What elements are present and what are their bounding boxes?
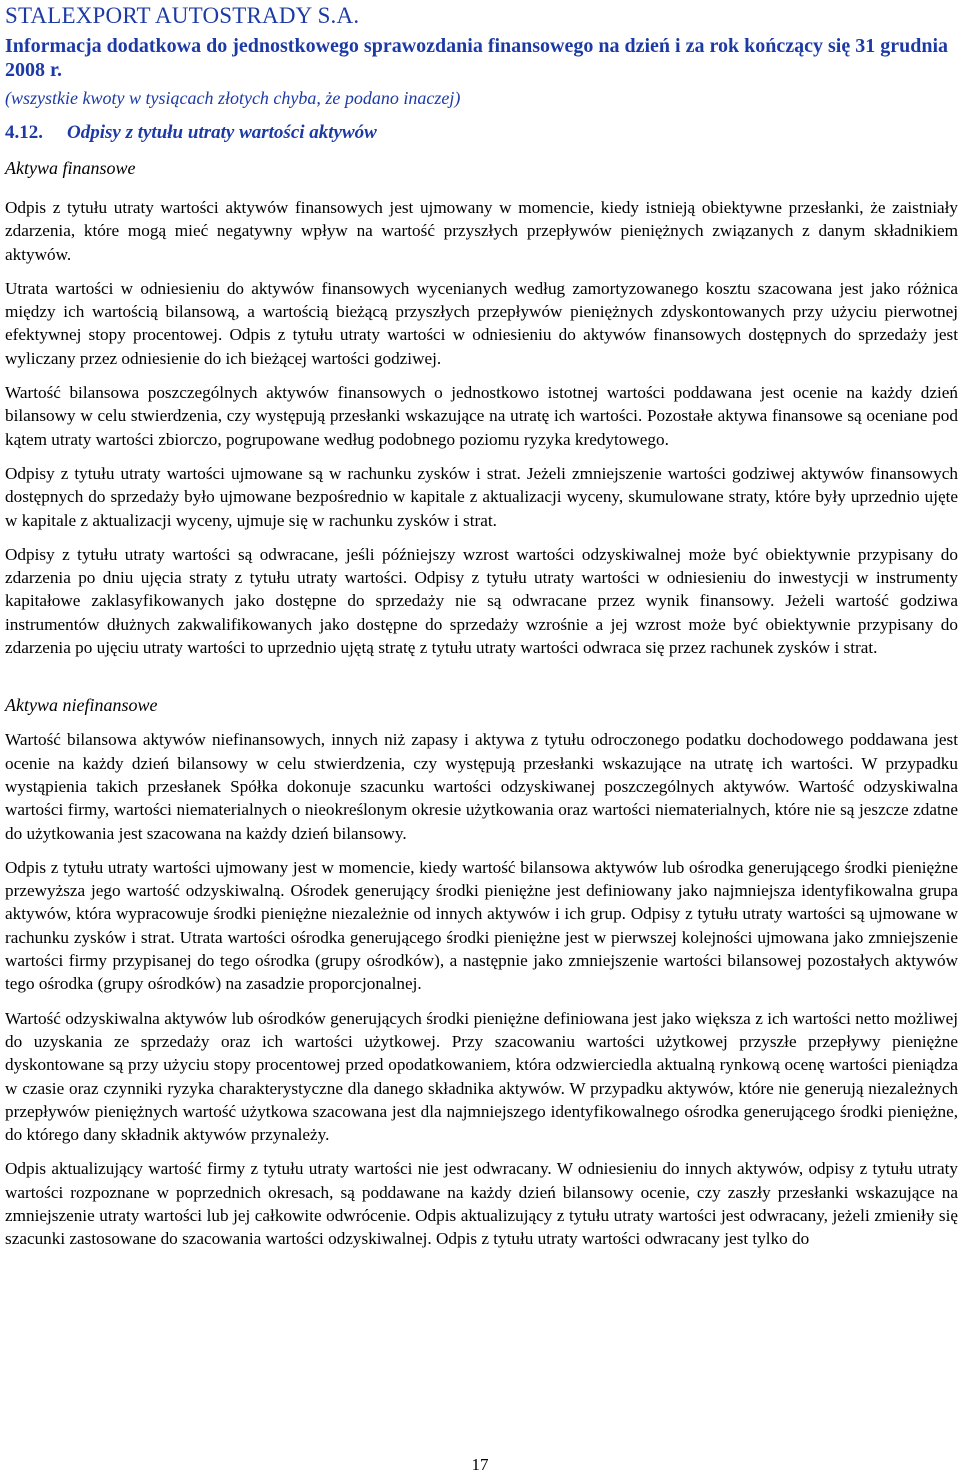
financial-paragraph-2: Utrata wartości w odniesieniu do aktywów finansowych wycenianych według zamortyzowanego kosztu szacowana jest jako różnica między ich wartością bilansową, a wartością bieżącą przyszłych przepływów pieniężnych zdyskontowanych przy użyciu pierwotnej efektywnej stopy procentowej. Odpis z tytułu utraty wartości w odniesieniu do aktywów finansowych dostępnych do sprzedaży jest wyliczany przez odniesienie do ich bieżącej wartości godziwej. <box>5 278 958 368</box>
company-name: STALEXPORT AUTOSTRADY S.A. <box>5 3 360 28</box>
amounts-note: (wszystkie kwoty w tysiącach złotych chyba, że podano inaczej) <box>5 88 461 108</box>
nonfinancial-paragraph-1: Wartość bilansowa aktywów niefinansowych, innych niż zapasy i aktywa z tytułu odroczonego podatku dochodowego poddawana jest ocenie na każdy dzień bilansowy w celu stwierdzenia, czy występują przesłanki wskazujące na utratę ich wartości. W przypadku wystąpienia takich przesłanek Spółka dokonuje szacunku wartości odzyskiwanej poszczególnych aktywów. Wartość odzyskiwalna wartości firmy, wartości niematerialnych o nieokreślonym okresie użytkowania oraz wartości niematerialnych, które nie są jeszcze zdatne do użytkowania jest szacowana na każdy dzień bilansowy. <box>5 730 958 843</box>
financial-paragraph-1: Odpis z tytułu utraty wartości aktywów finansowych jest ujmowany w momencie, kiedy istnieją obiektywne przesłanki, że zaistniały zdarzenia, które mogą mieć negatywny wpływ na wartość przyszłych przepływów pieniężnych związanych z danym składnikiem aktywów. <box>5 198 958 264</box>
nonfinancial-paragraph-3: Wartość odzyskiwalna aktywów lub ośrodków generujących środki pieniężne definiowana jest jako większa z ich wartości netto możliwej do uzyskania ze sprzedaży oraz ich wartości użytkowej. Przy szacowaniu wartości użytkowej przyszłe przepływy pieniężne dyskontowane są przy użyciu stopy procentowej przed opodatkowaniem, która odzwierciedla aktualną rynkową ocenę wartości pieniądza w czasie oraz czynniki ryzyka charakterystyczne dla danego składnika aktywów. W przypadku aktywów, które nie generują niezależnych przepływów pieniężnych wartość użytkowa szacowana jest dla najmniejszego identyfikowalnego ośrodka generującego środki pieniężne, do którego dany składnik aktywów przynależy. <box>5 1008 958 1145</box>
non-financial-assets-heading: Aktywa niefinansowe <box>5 695 158 716</box>
section-title: Odpisy z tytułu utraty wartości aktywów <box>67 122 377 143</box>
section-number: 4.12. <box>5 122 43 143</box>
document-title: Informacja dodatkowa do jednostkowego sprawozdania finansowego na dzień i za rok kończący się 31 grudnia 2008 r. <box>5 35 949 81</box>
financial-paragraph-3: Wartość bilansowa poszczególnych aktywów finansowych o jednostkowo istotnej wartości poddawana jest ocenie na każdy dzień bilansowy w celu stwierdzenia, czy występują przesłanki wskazujące na utratę ich wartości. Pozostałe aktywa finansowe są oceniane pod kątem utraty wartości zbiorczo, pogrupowane według podobnego poziomu ryzyka kredytowego. <box>5 383 958 449</box>
nonfinancial-paragraph-2: Odpis z tytułu utraty wartości ujmowany jest w momencie, kiedy wartość bilansowa aktywów lub ośrodka generującego środki pieniężne przewyższa jego wartość odzyskiwalną. Ośrodek generujący środki pieniężne jest definiowany jako najmniejsza identyfikowalna grupa aktywów, która wypracowuje środki pieniężne niezależnie od innych aktywów i ich grup. Odpisy z tytułu utraty wartości są ujmowane w rachunku zysków i strat. Utrata wartości ośrodka generującego środki pieniężne jest w pierwszej kolejności ujmowana jako zmniejszenie wartości firmy przypisanej do tego ośrodka (grupy ośrodków), a następnie jako zmniejszenie wartości bilansowej pozostałych aktywów tego ośrodka (grupy ośrodków) na zasadzie proporcjonalnej. <box>5 857 958 994</box>
page-number: 17 <box>471 1455 489 1474</box>
financial-paragraph-5: Odpisy z tytułu utraty wartości są odwracane, jeśli późniejszy wzrost wartości odzyskiwalnej może być obiektywnie przypisany do zdarzenia po dniu ujęcia straty z tytułu utraty wartości. Odpisy z tytułu utraty wartości w odniesieniu do inwestycji w instrumenty kapitałowe zaklasyfikowanych jako dostępne do sprzedaży nie są odwracane przez wynik finansowy. Jeżeli wartość godziwa instrumentów dłużnych zakwalifikowanych jako dostępne do sprzedaży wzrośnie a jej wzrost może być obiektywnie przypisany do zdarzenia po ujęciu utraty wartości to uprzednio ujętą stratę z tytułu utraty wartości odwraca się przez rachunek zysków i strat. <box>5 544 958 658</box>
nonfinancial-paragraph-4: Odpis aktualizujący wartość firmy z tytułu utraty wartości nie jest odwracany. W odniesieniu do innych aktywów, odpisy z tytułu utraty wartości rozpoznane w poprzednich okresach, są poddawane na każdy dzień bilansowy ocenie, czy zaszły przesłanki wskazujące na zmniejszenie utraty wartości lub jej całkowite odwrócenie. Odpis aktualizujący z tytułu utraty wartości jest odwracany, jeżeli zmieniły się szacunki zastosowane do szacowania wartości odzyskiwalnej. Odpis z tytułu utraty wartości odwracany jest tylko do <box>5 1159 958 1249</box>
financial-paragraph-4: Odpisy z tytułu utraty wartości ujmowane są w rachunku zysków i strat. Jeżeli zmniejszenie wartości godziwej aktywów finansowych dostępnych do sprzedaży było ujmowane bezpośrednio w kapitale z aktualizacji wyceny, skumulowane straty, które były uprzednio ujęte w kapitale z aktualizacji wyceny, ujmuje się w rachunku zysków i strat. <box>5 463 958 530</box>
document-page <box>5 0 958 1251</box>
financial-assets-heading: Aktywa finansowe <box>5 158 136 178</box>
section-heading <box>5 121 958 145</box>
